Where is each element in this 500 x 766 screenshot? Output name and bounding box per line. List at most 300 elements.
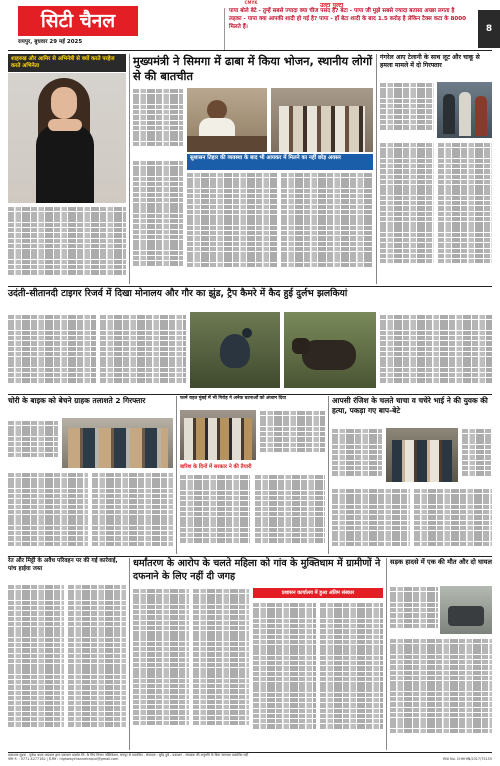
text-line-placeholder [8, 426, 58, 430]
text-line-placeholder [8, 239, 126, 243]
text-line-placeholder [100, 352, 186, 356]
accident-body-1 [390, 586, 438, 636]
text-line-placeholder [255, 522, 325, 526]
text-line-placeholder [260, 443, 325, 447]
joke-box [224, 8, 476, 51]
text-line-placeholder [380, 175, 434, 179]
text-line-placeholder [438, 227, 492, 231]
text-line-placeholder [133, 166, 183, 170]
text-line-placeholder [414, 526, 492, 530]
chori-body-1 [8, 420, 58, 468]
text-line-placeholder [255, 517, 325, 521]
text-line-placeholder [68, 595, 126, 599]
text-line-placeholder [193, 626, 249, 630]
gang-photo-person-3 [475, 96, 487, 136]
accident-story [390, 558, 492, 750]
mid-box-headline: बारिश के दिनों में सरकार ने की तैयारी [180, 464, 252, 470]
ulta-pulta-tag: उल्टा पुल्टा [320, 2, 344, 9]
text-line-placeholder [8, 536, 88, 540]
text-line-placeholder [8, 622, 64, 626]
family-photo-group [392, 440, 452, 482]
cm-dhaba-photo-2 [271, 88, 373, 152]
text-line-placeholder [332, 510, 410, 514]
family-body-2 [332, 488, 410, 554]
text-line-placeholder [281, 183, 373, 187]
text-line-placeholder [390, 603, 438, 607]
text-line-placeholder [133, 89, 183, 93]
text-line-placeholder [8, 378, 96, 382]
dharma-body-4 [320, 602, 383, 750]
text-line-placeholder [253, 677, 316, 681]
masthead-title-block [18, 6, 138, 36]
text-line-placeholder [390, 697, 492, 701]
gang-body-1 [380, 82, 434, 140]
text-line-placeholder [438, 196, 492, 200]
family-body-1 [332, 428, 382, 484]
text-line-placeholder [8, 341, 96, 345]
text-line-placeholder [8, 244, 126, 248]
text-line-placeholder [380, 259, 434, 263]
text-line-placeholder [193, 636, 249, 640]
text-line-placeholder [320, 687, 383, 691]
text-line-placeholder [281, 252, 373, 256]
actress-body-text [8, 206, 126, 284]
text-line-placeholder [390, 665, 492, 669]
cm-dhaba-body-3 [281, 172, 373, 284]
text-line-placeholder [281, 263, 373, 267]
text-line-placeholder [133, 245, 183, 249]
text-line-placeholder [462, 445, 492, 449]
text-line-placeholder [8, 632, 64, 636]
text-line-placeholder [187, 220, 277, 224]
text-line-placeholder [8, 611, 64, 615]
text-line-placeholder [255, 496, 325, 500]
text-line-placeholder [8, 664, 64, 668]
text-line-placeholder [100, 341, 186, 345]
text-line-placeholder [133, 705, 189, 709]
text-line-placeholder [438, 254, 492, 258]
text-line-placeholder [332, 489, 410, 493]
text-line-placeholder [380, 227, 434, 231]
text-line-placeholder [8, 542, 88, 546]
text-line-placeholder [68, 648, 126, 652]
text-line-placeholder [8, 722, 64, 726]
bird-icon [220, 334, 250, 368]
text-line-placeholder [281, 199, 373, 203]
text-line-placeholder [8, 357, 96, 361]
text-line-placeholder [193, 621, 249, 625]
joke-2: लड़का - पापा क्या आपकी शादी हो गई है? पापा - हाँ बेटा शादी के बाद 1.5 करोड़ है लेकिन टैक्स कटा के 8000 मिलते हैं। [229, 16, 467, 30]
text-line-placeholder [8, 531, 88, 535]
text-line-placeholder [8, 685, 64, 689]
text-line-placeholder [438, 159, 492, 163]
text-line-placeholder [438, 201, 492, 205]
text-line-placeholder [380, 104, 434, 108]
text-line-placeholder [187, 215, 277, 219]
text-line-placeholder [253, 645, 316, 649]
text-line-placeholder [193, 589, 249, 593]
text-line-placeholder [68, 627, 126, 631]
text-line-placeholder [180, 522, 250, 526]
family-photo [386, 428, 458, 482]
text-line-placeholder [180, 528, 250, 532]
col-divider-6 [386, 558, 387, 750]
text-line-placeholder [8, 212, 126, 216]
text-line-placeholder [133, 251, 183, 255]
text-line-placeholder [68, 722, 126, 726]
text-line-placeholder [8, 712, 64, 716]
text-line-placeholder [390, 681, 492, 685]
text-line-placeholder [281, 215, 373, 219]
text-line-placeholder [380, 206, 434, 210]
text-line-placeholder [133, 161, 183, 165]
gang-photo [437, 82, 492, 138]
cm-dhaba-intro [133, 88, 183, 158]
text-line-placeholder [92, 536, 173, 540]
chori-body-3 [92, 472, 173, 554]
footer-rni: RNI No. CHHHIN/2017/75155 [443, 757, 492, 762]
text-line-placeholder [133, 668, 189, 672]
text-line-placeholder [253, 650, 316, 654]
text-line-placeholder [380, 233, 434, 237]
text-line-placeholder [380, 120, 434, 124]
text-line-placeholder [380, 347, 492, 351]
text-line-placeholder [390, 713, 492, 717]
chori-photo [62, 418, 173, 468]
text-line-placeholder [8, 453, 58, 457]
text-line-placeholder [414, 521, 492, 525]
actress-headline: शाहरुख और आमिर से अभिनेत्री से क्यों करते परहेज करते अभिनेता [11, 56, 115, 69]
text-line-placeholder [390, 613, 438, 617]
text-line-placeholder [193, 710, 249, 714]
text-line-placeholder [8, 520, 88, 524]
text-line-placeholder [255, 533, 325, 537]
text-line-placeholder [193, 684, 249, 688]
text-line-placeholder [414, 489, 492, 493]
text-line-placeholder [380, 88, 434, 92]
text-line-placeholder [133, 110, 183, 114]
text-line-placeholder [8, 368, 96, 372]
text-line-placeholder [133, 599, 189, 603]
text-line-placeholder [438, 206, 492, 210]
text-line-placeholder [133, 626, 189, 630]
text-line-placeholder [8, 421, 58, 425]
text-line-placeholder [380, 109, 434, 113]
text-line-placeholder [260, 416, 325, 420]
text-line-placeholder [8, 617, 64, 621]
text-line-placeholder [68, 611, 126, 615]
text-line-placeholder [180, 538, 250, 542]
cm-dhaba-body-1 [133, 160, 183, 284]
text-line-placeholder [68, 717, 126, 721]
text-line-placeholder [390, 660, 492, 664]
gang-body-3 [438, 142, 492, 284]
text-line-placeholder [92, 499, 173, 503]
text-line-placeholder [68, 685, 126, 689]
text-line-placeholder [253, 719, 316, 723]
text-line-placeholder [320, 672, 383, 676]
text-line-placeholder [281, 189, 373, 193]
text-line-placeholder [8, 701, 64, 705]
text-line-placeholder [133, 610, 189, 614]
text-line-placeholder [390, 723, 492, 727]
text-line-placeholder [390, 729, 492, 733]
text-line-placeholder [332, 461, 382, 465]
text-line-placeholder [380, 362, 492, 366]
text-line-placeholder [255, 491, 325, 495]
text-line-placeholder [193, 689, 249, 693]
text-line-placeholder [187, 252, 277, 256]
text-line-placeholder [8, 315, 96, 319]
col-divider-2 [376, 54, 377, 284]
text-line-placeholder [133, 115, 183, 119]
text-line-placeholder [320, 714, 383, 718]
text-line-placeholder [462, 434, 492, 438]
text-line-placeholder [8, 478, 88, 482]
text-line-placeholder [8, 260, 126, 264]
text-line-placeholder [68, 638, 126, 642]
text-line-placeholder [133, 198, 183, 202]
text-line-placeholder [320, 640, 383, 644]
text-line-placeholder [320, 603, 383, 607]
text-line-placeholder [8, 654, 64, 658]
text-line-placeholder [414, 515, 492, 519]
text-line-placeholder [8, 249, 126, 253]
text-line-placeholder [133, 131, 183, 135]
text-line-placeholder [68, 701, 126, 705]
text-line-placeholder [320, 719, 383, 723]
text-line-placeholder [320, 709, 383, 713]
text-line-placeholder [68, 680, 126, 684]
text-line-placeholder [390, 587, 438, 591]
text-line-placeholder [281, 210, 373, 214]
actress-shoulders [48, 119, 82, 131]
col-divider-5 [129, 558, 130, 750]
text-line-placeholder [100, 378, 186, 382]
text-line-placeholder [133, 621, 189, 625]
text-line-placeholder [255, 501, 325, 505]
text-line-placeholder [8, 696, 64, 700]
text-line-placeholder [92, 473, 173, 477]
cm-dhaba-caption-band [187, 154, 373, 170]
text-line-placeholder [260, 437, 325, 441]
text-line-placeholder [8, 362, 96, 366]
dharma-body-2 [193, 588, 249, 750]
text-line-placeholder [332, 455, 382, 459]
text-line-placeholder [253, 656, 316, 660]
text-line-placeholder [133, 695, 189, 699]
ret-headline: रेत और मिट्टी के अवैध परिवहन पर की गई कार्रवाई, पांच हाईवा जब्त [8, 558, 118, 572]
text-line-placeholder [133, 636, 189, 640]
gaur-icon [302, 340, 356, 370]
text-line-placeholder [8, 270, 126, 274]
text-line-placeholder [100, 362, 186, 366]
text-line-placeholder [8, 223, 126, 227]
text-line-placeholder [193, 716, 249, 720]
text-line-placeholder [320, 650, 383, 654]
text-line-placeholder [68, 622, 126, 626]
text-line-placeholder [380, 143, 434, 147]
text-line-placeholder [187, 226, 277, 230]
mid-story [180, 396, 325, 554]
text-line-placeholder [380, 153, 434, 157]
text-line-placeholder [8, 627, 64, 631]
cm-photo-crowd [279, 106, 365, 152]
actress-headline-band [8, 54, 126, 72]
text-line-placeholder [92, 478, 173, 482]
text-line-placeholder [133, 136, 183, 140]
text-line-placeholder [390, 655, 492, 659]
text-line-placeholder [187, 183, 277, 187]
text-line-placeholder [380, 180, 434, 184]
text-line-placeholder [8, 585, 64, 589]
text-line-placeholder [332, 429, 382, 433]
text-line-placeholder [193, 663, 249, 667]
text-line-placeholder [253, 619, 316, 623]
text-line-placeholder [92, 520, 173, 524]
text-line-placeholder [332, 494, 410, 498]
text-line-placeholder [187, 242, 277, 246]
text-line-placeholder [133, 182, 183, 186]
text-line-placeholder [68, 691, 126, 695]
text-line-placeholder [180, 517, 250, 521]
text-line-placeholder [193, 615, 249, 619]
text-line-placeholder [133, 642, 189, 646]
text-line-placeholder [133, 99, 183, 103]
text-line-placeholder [438, 175, 492, 179]
text-line-placeholder [68, 590, 126, 594]
text-line-placeholder [8, 431, 58, 435]
text-line-placeholder [68, 675, 126, 679]
section-rule-3 [8, 556, 492, 557]
text-line-placeholder [332, 445, 382, 449]
text-line-placeholder [332, 439, 382, 443]
text-line-placeholder [438, 164, 492, 168]
text-line-placeholder [8, 331, 96, 335]
text-line-placeholder [320, 677, 383, 681]
text-line-placeholder [133, 673, 189, 677]
text-line-placeholder [414, 510, 492, 514]
text-line-placeholder [255, 528, 325, 532]
text-line-placeholder [332, 499, 410, 503]
ret-mitti-story [8, 558, 126, 750]
text-line-placeholder [253, 640, 316, 644]
text-line-placeholder [390, 649, 492, 653]
family-dispute-story [332, 396, 492, 554]
family-body-side [462, 428, 492, 484]
mid-body-2 [180, 474, 250, 554]
text-line-placeholder [253, 698, 316, 702]
chori-headline: चोरी के बाइक को बेचने ग्राहक तलाशते 2 गिरफ्तार [8, 396, 146, 405]
text-line-placeholder [320, 645, 383, 649]
text-line-placeholder [438, 233, 492, 237]
text-line-placeholder [320, 613, 383, 617]
gang-story [380, 54, 492, 284]
text-line-placeholder [390, 692, 492, 696]
masthead-dateline: रायपुर, बुधवार 29 मई 2025 [18, 39, 83, 45]
actress-face [51, 87, 77, 119]
text-line-placeholder [187, 173, 277, 177]
text-line-placeholder [320, 624, 383, 628]
text-line-placeholder [414, 499, 492, 503]
col-divider-3 [176, 396, 177, 554]
text-line-placeholder [133, 224, 183, 228]
text-line-placeholder [133, 605, 189, 609]
section-rule-1 [8, 286, 492, 287]
text-line-placeholder [8, 233, 126, 237]
family-headline: आपसी रंजिश के चलते चाचा व चचेरे भाई ने की युवक की हत्या, पकड़ा गए बाप-बेटे [332, 396, 488, 415]
section-rule-2 [8, 394, 492, 395]
cm-photo-person [207, 100, 227, 120]
text-line-placeholder [414, 536, 492, 540]
dharmantaran-story [133, 558, 383, 750]
text-line-placeholder [438, 169, 492, 173]
text-line-placeholder [332, 526, 410, 530]
family-body-3 [414, 488, 492, 554]
text-line-placeholder [133, 261, 183, 265]
text-line-placeholder [414, 494, 492, 498]
text-line-placeholder [133, 171, 183, 175]
text-line-placeholder [133, 589, 189, 593]
text-line-placeholder [380, 201, 434, 205]
masthead [0, 0, 500, 52]
text-line-placeholder [193, 631, 249, 635]
text-line-placeholder [8, 510, 88, 514]
text-line-placeholder [390, 708, 492, 712]
text-line-placeholder [332, 521, 410, 525]
text-line-placeholder [380, 159, 434, 163]
text-line-placeholder [8, 336, 96, 340]
text-line-placeholder [390, 686, 492, 690]
text-line-placeholder [92, 526, 173, 530]
text-line-placeholder [390, 608, 438, 612]
text-line-placeholder [390, 718, 492, 722]
text-line-placeholder [320, 608, 383, 612]
text-line-placeholder [438, 222, 492, 226]
text-line-placeholder [187, 205, 277, 209]
text-line-placeholder [133, 663, 189, 667]
text-line-placeholder [187, 257, 277, 261]
text-line-placeholder [100, 325, 186, 329]
text-line-placeholder [180, 491, 250, 495]
tiger-photo-2 [284, 312, 376, 388]
text-line-placeholder [255, 475, 325, 479]
text-line-placeholder [320, 629, 383, 633]
text-line-placeholder [193, 647, 249, 651]
text-line-placeholder [8, 499, 88, 503]
chori-story [8, 396, 173, 554]
text-line-placeholder [8, 437, 58, 441]
text-line-placeholder [438, 249, 492, 253]
text-line-placeholder [414, 542, 492, 546]
text-line-placeholder [255, 512, 325, 516]
text-line-placeholder [133, 94, 183, 98]
text-line-placeholder [180, 501, 250, 505]
text-line-placeholder [380, 83, 434, 87]
text-line-placeholder [133, 615, 189, 619]
text-line-placeholder [100, 357, 186, 361]
chori-body-2 [8, 472, 88, 554]
dharma-body-3 [253, 602, 316, 750]
text-line-placeholder [380, 115, 434, 119]
text-line-placeholder [133, 105, 183, 109]
text-line-placeholder [438, 238, 492, 242]
text-line-placeholder [92, 489, 173, 493]
text-line-placeholder [8, 675, 64, 679]
text-line-placeholder [438, 212, 492, 216]
text-line-placeholder [380, 249, 434, 253]
text-line-placeholder [8, 473, 88, 477]
